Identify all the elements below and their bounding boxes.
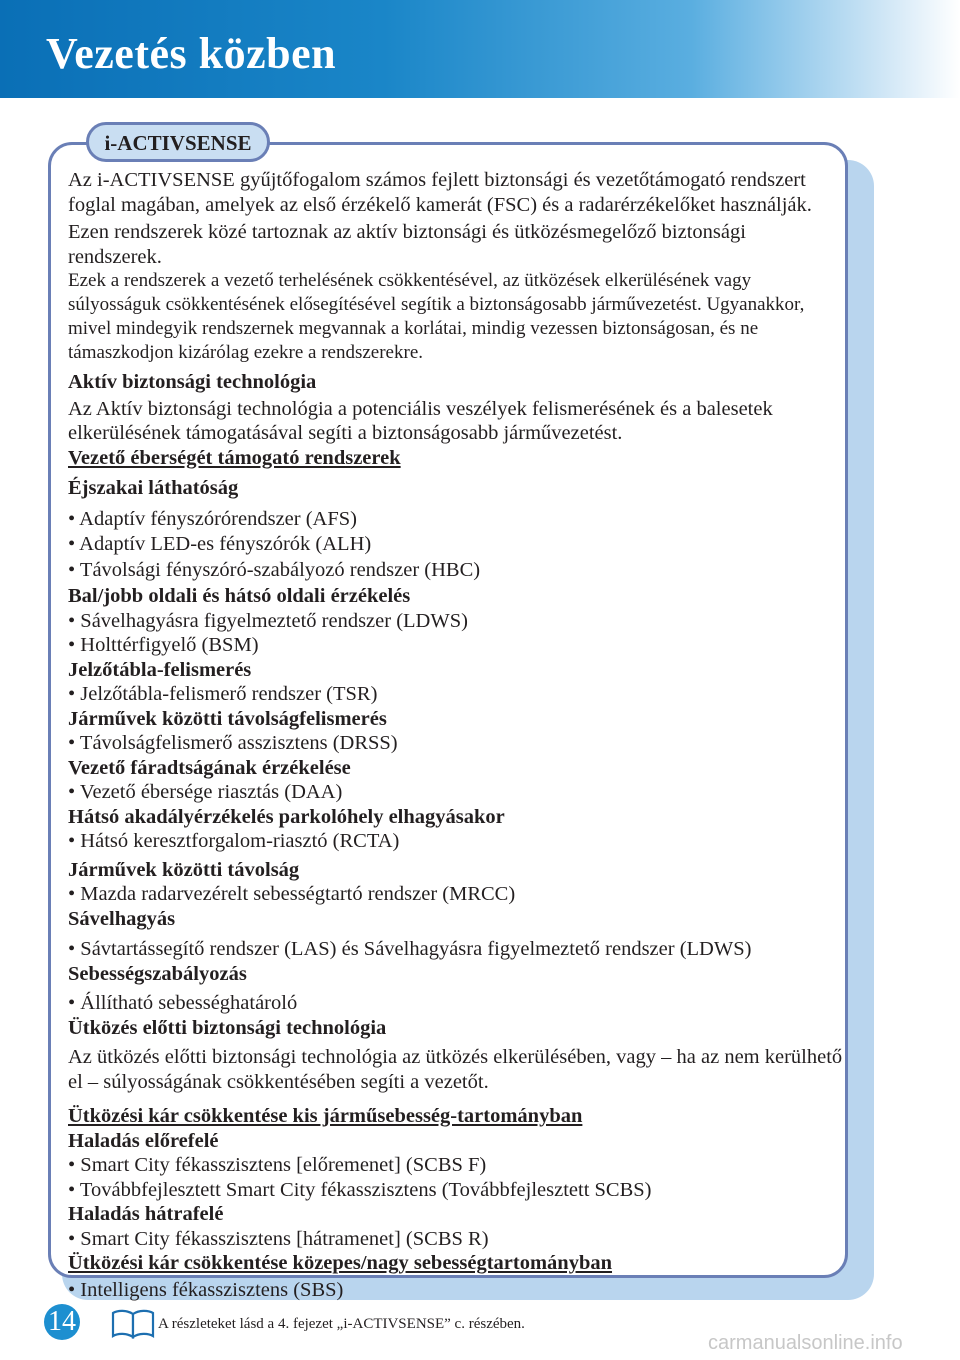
intro-paragraph-1: Az i-ACTIVSENSE gyűjtőfogalom számos fejlett biztonsági és vezetőtámogató rendszert foglal magában, amelyek az első érzékelő kamerát (FSC) és a radarérzékelőket használják. [68,169,812,216]
pre-crash-heading: Ütközés előtti biztonsági technológia [68,1016,387,1039]
list-item-advanced-scbs: • Továbbfejlesztett Smart City fékasszisztens (Továbbfejlesztett SCBS) [68,1178,652,1201]
low-speed-subheading: Ütközési kár csökkentése kis járműsebesség-tartományban [68,1105,583,1127]
active-safety-heading: Aktív biztonsági technológia [68,371,317,393]
list-item-alh: • Adaptív LED-es fényszórók (ALH) [68,533,372,555]
list-item-speed-limiter: • Állítható sebességhatároló [68,992,298,1014]
book-reference-icon [110,1308,156,1340]
list-item-afs: • Adaptív fényszórórendszer (AFS) [68,507,357,530]
reverse-heading: Haladás hátrafelé [68,1203,224,1225]
driver-fatigue-heading: Vezető fáradtságának érzékelése [68,756,351,779]
list-item-mrcc: • Mazda radarvezérelt sebességtartó rendszer (MRCC) [68,883,516,905]
content-body [68,164,844,1302]
side-rear-detection-heading: Bal/jobb oldali és hátsó oldali érzékelés [68,585,411,607]
chapter-title: Vezetés közben [46,29,337,78]
watermark: carmanualsonline.info [708,1332,903,1354]
section-tab: i-ACTIVSENSE [86,122,270,162]
speed-control-heading: Sebességszabályozás [68,962,247,985]
active-safety-description: Az Aktív biztonsági technológia a potenciális veszélyek felismerésének és a balesetek elkerülésének támogatásával segíti a biztonságosabb járművezetést. [68,397,773,444]
list-item-ldws: • Sávelhagyásra figyelmeztető rendszer (LDWS) [68,609,468,632]
list-item-hbc: • Távolsági fényszóró-szabályozó rendszer (HBC) [68,558,481,581]
driver-attention-subheading: Vezető éberségét támogató rendszerek [68,446,401,469]
rear-obstacle-heading: Hátsó akadályérzékelés parkolóhely elhagyásakor [68,805,505,828]
list-item-scbs-r: • Smart City fékasszisztens [hátramenet] (SCBS R) [68,1227,489,1250]
vehicle-distance-heading: Járművek közötti távolság [68,858,300,881]
list-item-scbs-f: • Smart City fékasszisztens [előremenet] (SCBS F) [68,1154,487,1176]
list-item-bsm: • Holttérfigyelő (BSM) [68,634,259,656]
high-speed-subheading: Ütközési kár csökkentése közepes/nagy sebességtartományban [68,1252,613,1274]
list-item-drss: • Távolságfelismerő asszisztens (DRSS) [68,732,398,754]
distance-recognition-heading: Járművek közötti távolságfelismerés [68,707,387,730]
lane-departure-heading: Sávelhagyás [68,907,176,930]
page-number: 14 [44,1304,80,1340]
list-item-tsr: • Jelzőtábla-felismerő rendszer (TSR) [68,683,378,705]
night-visibility-heading: Éjszakai láthatóság [68,477,239,499]
sign-recognition-heading: Jelzőtábla-felismerés [68,658,252,681]
forward-heading: Haladás előrefelé [68,1129,219,1152]
pre-crash-description: Az ütközés előtti biztonsági technológia az ütközés elkerülésében, vagy – ha az nem kerülhető el – súlyosságának csökkentésében segíti a vezetőt. [68,1046,843,1093]
intro-paragraph-2: Ezen rendszerek közé tartoznak az aktív biztonsági és ütközésmegelőző biztonsági rendszerek. [68,221,746,268]
list-item-las: • Sávtartássegítő rendszer (LAS) és Sávelhagyásra figyelmeztető rendszer (LDWS) [68,938,752,960]
footer-reference: A részleteket lásd a 4. fejezet „i-ACTIVSENSE” c. részében. [158,1316,525,1332]
list-item-rcta: • Hátsó keresztforgalom-riasztó (RCTA) [68,830,400,852]
list-item-daa: • Vezető ébersége riasztás (DAA) [68,781,343,803]
intro-paragraph-3: Ezek a rendszerek a vezető terhelésének csökkentésével, az ütközések elkerülésének vagy súlyosságuk csökkentésének elősegítésével segítik a biztonságosabb járművezetést. Ugyanakkor, mivel mindegyik rendszernek megvannak a korlátai, mindig vezessen biztonságosan, és ne támaszkodjon kizárólag ezekre a rendszerekre. [68,270,805,363]
chapter-header [0,0,960,98]
list-item-sbs: • Intelligens fékasszisztens (SBS) [68,1278,344,1301]
